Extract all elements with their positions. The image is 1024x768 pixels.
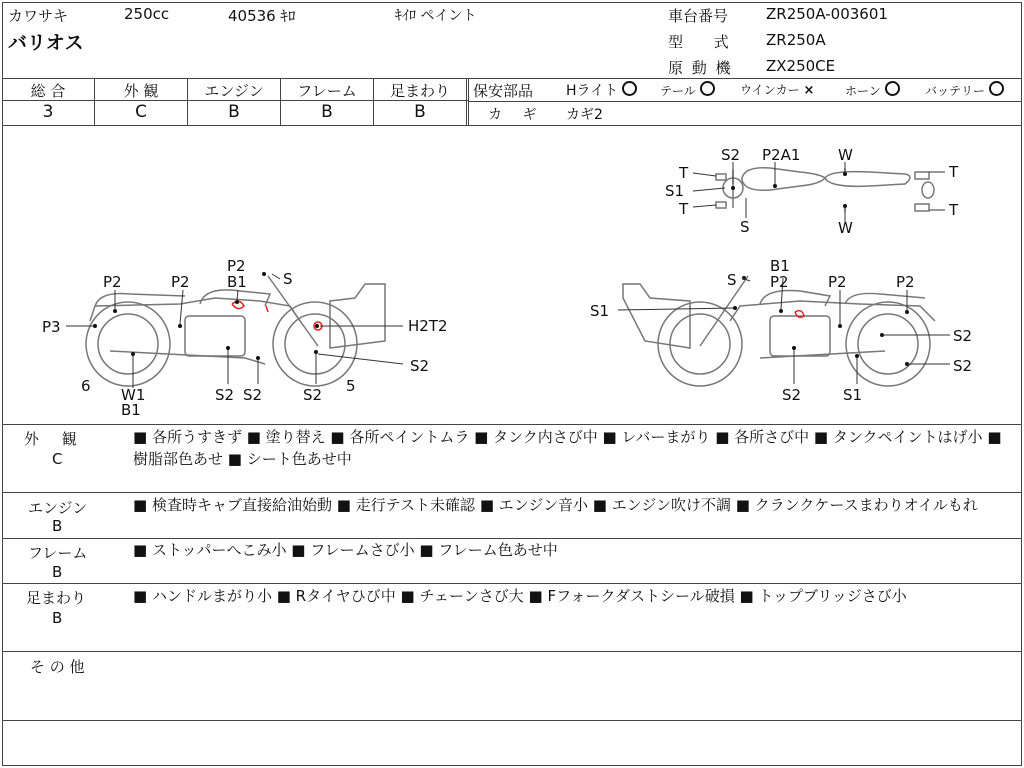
- label-s: S: [283, 270, 293, 288]
- section-frame-label: フレーム: [28, 544, 88, 562]
- grade-engine-label: エンジン: [204, 82, 264, 100]
- label-s1: S1: [665, 182, 685, 200]
- grade-exterior-label: 外 観: [123, 82, 159, 100]
- ok-circle-icon: [989, 81, 1004, 96]
- grade-exterior-value: C: [135, 102, 147, 122]
- safety-horn: ホーン: [845, 81, 900, 99]
- label-p2: P2: [896, 273, 915, 291]
- label-b1: B1: [770, 257, 790, 275]
- safety-label: 保安部品: [473, 82, 534, 100]
- left-view-bike: [86, 276, 385, 386]
- grade-engine-value: B: [228, 102, 240, 122]
- safety-headlight: Hライト: [566, 80, 637, 100]
- label-s2: S2: [303, 386, 323, 404]
- label-b1: B1: [121, 401, 141, 419]
- inspection-diagram: [0, 126, 1024, 426]
- label-t: T: [679, 164, 689, 182]
- grade-frame-label: フレーム: [297, 82, 357, 100]
- section-engine-label: エンジン: [28, 499, 88, 517]
- label-p2: P2: [227, 257, 246, 275]
- label-s: S: [740, 218, 750, 236]
- label-t: T: [949, 201, 959, 219]
- label-t: T: [949, 163, 959, 181]
- section-suspension-label: 足まわり: [26, 589, 87, 607]
- label-s2: S2: [410, 357, 430, 375]
- label-w1: W1: [121, 386, 146, 404]
- key-label: カ ギ: [488, 107, 537, 123]
- label-s2: S2: [721, 146, 741, 164]
- section-suspension-text: ■ ハンドルまがり小 ■ Rタイヤひび中 ■ チェーンさび大 ■ Fフォークダストシール破損 ■ トップブリッジさび小: [133, 587, 907, 605]
- safety-winker: ウインカー ×: [740, 83, 815, 98]
- top-view-bike: [716, 168, 934, 212]
- label-s1: S1: [843, 386, 863, 404]
- label-p3: P3: [42, 318, 61, 336]
- safety-battery: バッテリー: [925, 81, 1004, 99]
- label-w: W: [838, 146, 853, 164]
- label-s1: S1: [590, 302, 610, 320]
- label-s2: S2: [953, 327, 973, 345]
- section-frame-grade: B: [52, 563, 63, 581]
- engine-value: ZX250CE: [766, 57, 836, 75]
- frame-no: ZR250A-003601: [766, 5, 888, 23]
- type-value: ZR250A: [766, 31, 826, 49]
- label-s2: S2: [243, 386, 263, 404]
- color: ｷｲﾛ ペイント: [395, 8, 477, 24]
- label-h2t2: H2T2: [408, 317, 448, 335]
- safety-tail: テール: [660, 81, 715, 99]
- ok-circle-icon: [885, 81, 900, 96]
- label-p2: P2: [828, 273, 847, 291]
- label-t: T: [679, 200, 689, 218]
- model-name: バリオス: [8, 32, 84, 54]
- right-view-bike: [623, 276, 935, 386]
- grade-total-value: 3: [42, 102, 54, 122]
- section-engine-grade: B: [52, 517, 63, 535]
- label-s2: S2: [953, 357, 973, 375]
- displacement: 250cc: [124, 5, 170, 23]
- label-5: 5: [346, 377, 356, 395]
- ng-cross-icon: ×: [803, 83, 815, 98]
- section-exterior-text: ■ 各所うすきず ■ 塗り替え ■ 各所ペイントムラ ■ タンク内さび中 ■ レバーまがり ■ 各所さび中 ■ タンクペイントはげ小 ■ 樹脂部色あせ ■ シート色あせ中: [133, 428, 1002, 468]
- label-6: 6: [81, 377, 91, 395]
- key-value: カギ2: [566, 107, 603, 123]
- label-p2a1: P2A1: [762, 146, 801, 164]
- grade-total-label: 総 合: [30, 82, 66, 100]
- grade-suspension-value: B: [414, 102, 426, 122]
- mileage: 40536 ｷﾛ: [228, 7, 296, 25]
- section-suspension-grade: B: [52, 609, 63, 627]
- section-exterior-grade: C: [52, 450, 63, 468]
- section-exterior-label: 外 観: [24, 430, 77, 448]
- type-label: 型 式: [668, 33, 729, 51]
- ok-circle-icon: [700, 81, 715, 96]
- label-w: W: [838, 219, 853, 237]
- label-p2: P2: [171, 273, 190, 291]
- section-engine-text: ■ 検査時キャブ直接給油始動 ■ 走行テスト未確認 ■ エンジン音小 ■ エンジン吹け不調 ■ クランクケースまわりオイルもれ: [133, 496, 978, 514]
- maker: カワサキ: [8, 7, 69, 25]
- grade-frame-value: B: [321, 102, 333, 122]
- engine-label: 原 動 機: [668, 59, 731, 77]
- diagram-text: [42, 146, 972, 419]
- label-b1: B1: [227, 273, 247, 291]
- section-other-label: そ の 他: [30, 658, 85, 676]
- frame-no-label: 車台番号: [668, 7, 729, 25]
- label-p2: P2: [770, 273, 789, 291]
- label-s2: S2: [215, 386, 235, 404]
- label-s2: S2: [782, 386, 802, 404]
- grade-suspension-label: 足まわり: [389, 82, 450, 100]
- section-frame-text: ■ ストッパーへこみ小 ■ フレームさび小 ■ フレーム色あせ中: [133, 541, 558, 559]
- ok-circle-icon: [622, 81, 637, 96]
- label-p2: P2: [103, 273, 122, 291]
- label-s: S: [727, 271, 737, 289]
